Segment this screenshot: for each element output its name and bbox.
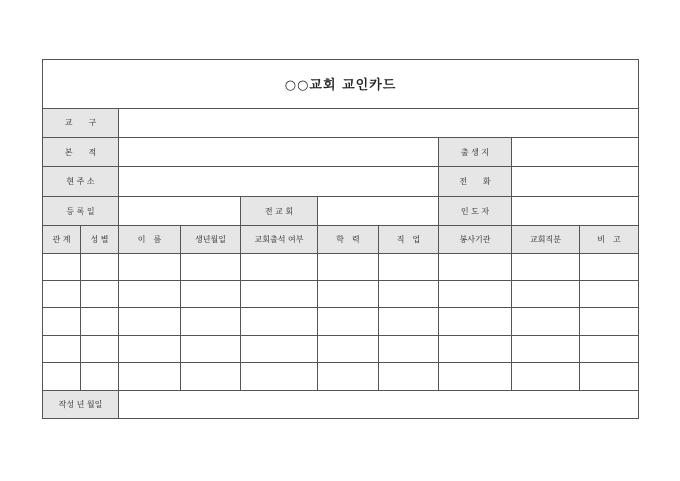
origin-field[interactable] <box>119 138 439 167</box>
table-cell[interactable] <box>241 281 318 308</box>
card-title: ○○교회 교인카드 <box>43 60 639 109</box>
guide-label: 인 도 자 <box>439 196 512 225</box>
table-row <box>43 253 639 280</box>
table-cell[interactable] <box>318 308 379 335</box>
table-cell[interactable] <box>379 281 439 308</box>
table-cell[interactable] <box>43 308 81 335</box>
guide-field[interactable] <box>512 196 639 225</box>
table-cell[interactable] <box>439 281 512 308</box>
table-row <box>43 281 639 308</box>
col-occupation: 직 업 <box>379 226 439 253</box>
registered-field[interactable] <box>119 196 241 225</box>
parish-label: 교 구 <box>43 108 119 137</box>
table-cell[interactable] <box>439 253 512 280</box>
col-service-org: 봉사기관 <box>439 226 512 253</box>
prev-church-label: 전 교 회 <box>241 196 318 225</box>
table-cell[interactable] <box>580 253 639 280</box>
birthplace-label: 출 생 지 <box>439 138 512 167</box>
church-member-card <box>42 59 639 419</box>
table-cell[interactable] <box>241 308 318 335</box>
table-cell[interactable] <box>181 281 241 308</box>
table-cell[interactable] <box>580 335 639 362</box>
col-relation: 관 계 <box>43 226 81 253</box>
table-cell[interactable] <box>119 335 181 362</box>
table-row <box>43 335 639 362</box>
address-label: 현 주 소 <box>43 167 119 196</box>
table-cell[interactable] <box>512 363 580 390</box>
table-cell[interactable] <box>318 281 379 308</box>
table-cell[interactable] <box>241 253 318 280</box>
address-field[interactable] <box>119 167 439 196</box>
table-cell[interactable] <box>181 253 241 280</box>
col-birthdate: 생년월일 <box>181 226 241 253</box>
col-church-position: 교회직분 <box>512 226 580 253</box>
col-gender: 성 별 <box>81 226 119 253</box>
table-cell[interactable] <box>580 281 639 308</box>
table-cell[interactable] <box>43 335 81 362</box>
table-cell[interactable] <box>318 335 379 362</box>
table-cell[interactable] <box>580 363 639 390</box>
table-cell[interactable] <box>119 308 181 335</box>
table-cell[interactable] <box>181 363 241 390</box>
table-cell[interactable] <box>318 363 379 390</box>
birthplace-field[interactable] <box>512 138 639 167</box>
table-cell[interactable] <box>512 253 580 280</box>
table-cell[interactable] <box>119 363 181 390</box>
table-cell[interactable] <box>580 308 639 335</box>
table-cell[interactable] <box>379 363 439 390</box>
col-remarks: 비 고 <box>580 226 639 253</box>
table-cell[interactable] <box>379 308 439 335</box>
table-cell[interactable] <box>43 253 81 280</box>
table-cell[interactable] <box>512 281 580 308</box>
family-header-row <box>43 226 639 253</box>
col-attendance: 교회출석 여부 <box>241 226 318 253</box>
table-cell[interactable] <box>119 281 181 308</box>
table-cell[interactable] <box>43 363 81 390</box>
table-cell[interactable] <box>439 363 512 390</box>
table-cell[interactable] <box>181 308 241 335</box>
prev-church-field[interactable] <box>318 196 439 225</box>
table-row <box>43 363 639 390</box>
parish-field[interactable] <box>119 108 639 137</box>
col-education: 학 력 <box>318 226 379 253</box>
table-cell[interactable] <box>81 308 119 335</box>
table-row <box>43 308 639 335</box>
table-cell[interactable] <box>241 363 318 390</box>
table-cell[interactable] <box>81 281 119 308</box>
col-name: 이 름 <box>119 226 181 253</box>
table-cell[interactable] <box>439 308 512 335</box>
table-cell[interactable] <box>439 335 512 362</box>
table-cell[interactable] <box>241 335 318 362</box>
phone-label: 전 화 <box>439 167 512 196</box>
table-cell[interactable] <box>181 335 241 362</box>
table-cell[interactable] <box>379 253 439 280</box>
registered-label: 등 록 일 <box>43 196 119 225</box>
table-cell[interactable] <box>81 253 119 280</box>
table-cell[interactable] <box>43 281 81 308</box>
phone-field[interactable] <box>512 167 639 196</box>
origin-label: 본 적 <box>43 138 119 167</box>
table-cell[interactable] <box>512 308 580 335</box>
table-cell[interactable] <box>81 335 119 362</box>
table-cell[interactable] <box>379 335 439 362</box>
written-date-label: 작성 년 월일 <box>43 390 119 418</box>
table-cell[interactable] <box>512 335 580 362</box>
table-cell[interactable] <box>119 253 181 280</box>
table-cell[interactable] <box>81 363 119 390</box>
table-cell[interactable] <box>318 253 379 280</box>
written-date-field[interactable] <box>119 390 639 418</box>
